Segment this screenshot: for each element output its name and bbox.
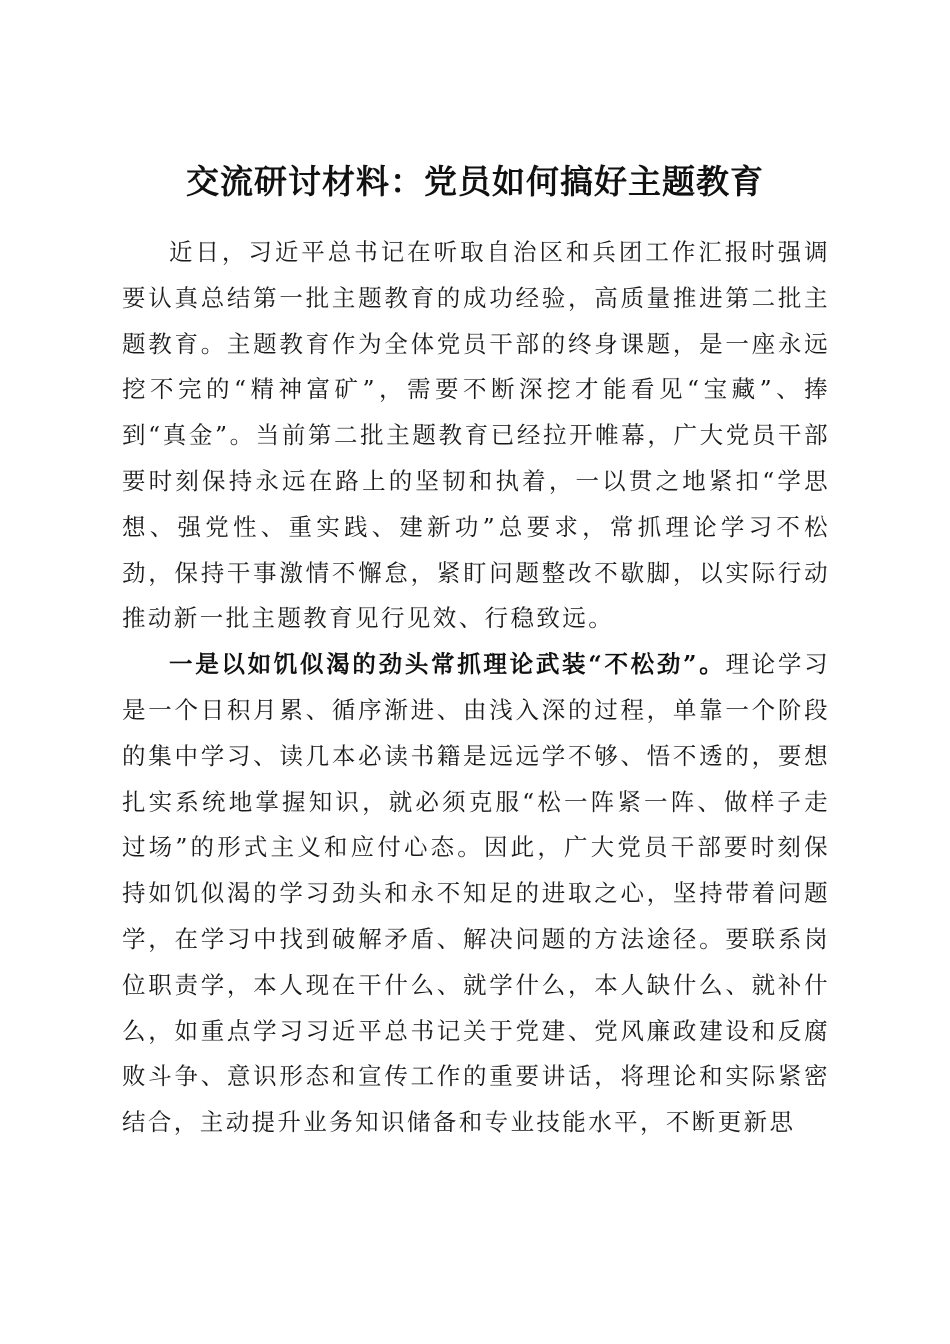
paragraph-point-one (122, 642, 830, 1146)
paragraph-point-one-text: 理论学习是一个日积月累、循序渐进、由浅入深的过程，单靠一个阶段的集中学习、读几本必读书籍是远远学不够、悟不透的，要想扎实系统地掌握知识，就必须克服“松一阵紧一阵、做样子走过场”的形式主义和应付心态。因此，广大党员干部要时刻保持如饥似渴的学习劲头和永不知足的进取之心，坚持带着问题学，在学习中找到破解矛盾、解决问题的方法途径。要联系岗位职责学，本人现在干什么、就学什么，本人缺什么、就补什么，如重点学习习近平总书记关于党建、党风廉政建设和反腐败斗争、意识形态和宣传工作的重要讲话，将理论和实际紧密结合，主动提升业务知识储备和专业技能水平，不断更新思 (122, 650, 830, 1137)
paragraph-point-one-heading: 一是以如饥似渴的劲头常抓理论武装“不松劲”。 (169, 650, 726, 679)
document-title: 交流研讨材料：党员如何搞好主题教育 (186, 162, 764, 202)
document-body (122, 230, 830, 1146)
paragraph-intro (122, 230, 830, 642)
paragraph-intro-text: 近日，习近平总书记在听取自治区和兵团工作汇报时强调要认真总结第一批主题教育的成功经验，高质量推进第二批主题教育。主题教育作为全体党员干部的终身课题，是一座永远挖不完的“精神富矿”，需要不断深挖才能看见“宝藏”、捧到“真金”。当前第二批主题教育已经拉开帷幕，广大党员干部要时刻保持永远在路上的坚韧和执着，一以贯之地紧扣“学思想、强党性、重实践、建新功”总要求，常抓理论学习不松劲，保持干事激情不懈怠，紧盯问题整改不歇脚，以实际行动推动新一批主题教育见行见效、行稳致远。 (122, 238, 830, 633)
